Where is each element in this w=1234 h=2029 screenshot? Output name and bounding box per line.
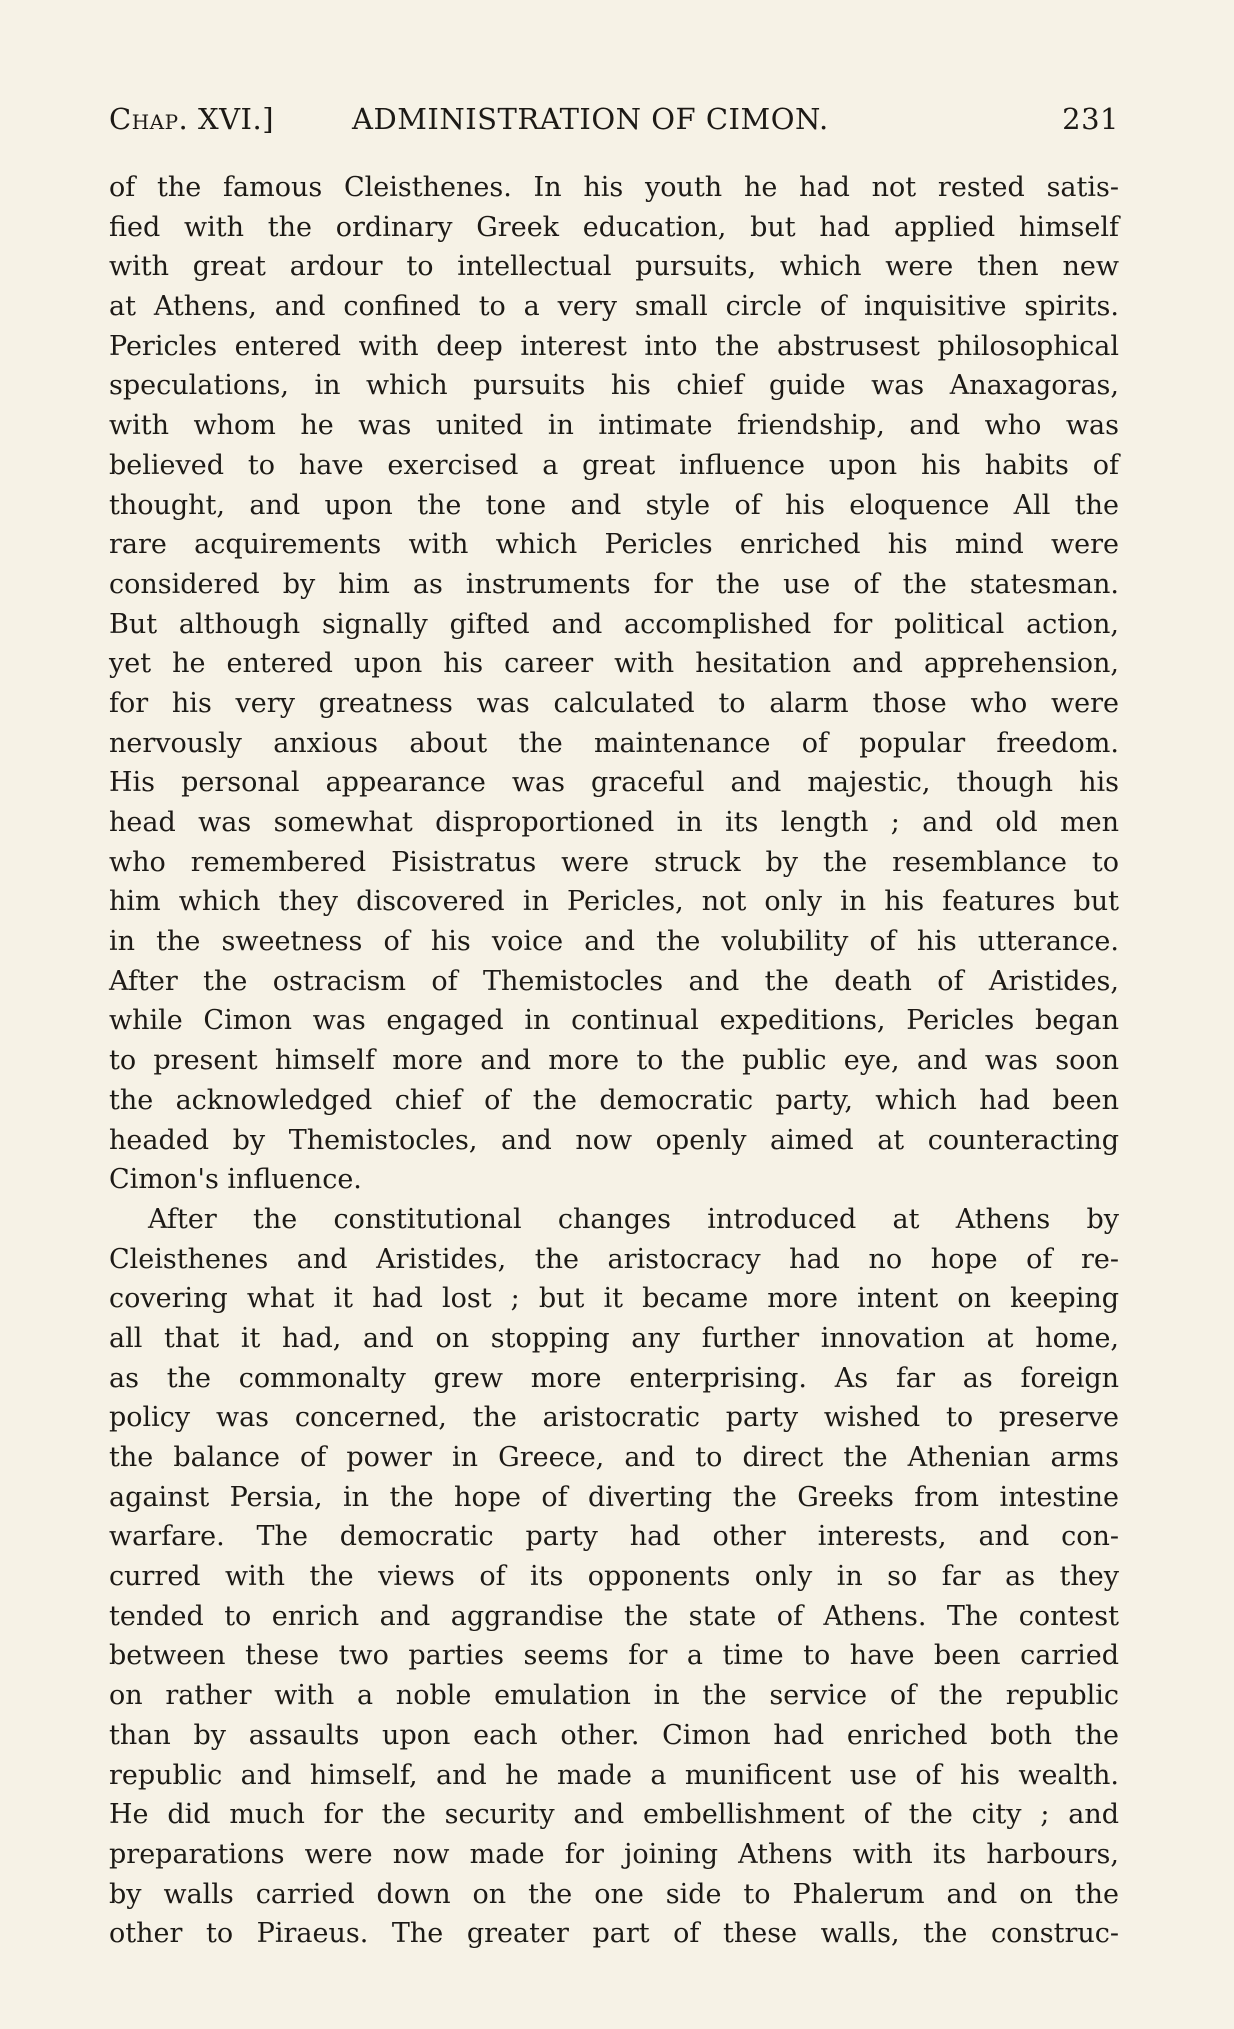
- text-line: the acknowledged chief of the democratic party, which had been: [109, 1084, 1119, 1116]
- text-line: rare acquirements with which Pericles enriched his mind were: [109, 529, 1119, 561]
- text-line: other to Piraeus. The greater part of these walls, the construc-: [109, 1918, 1119, 1950]
- text-line: with whom he was united in intimate friendship, and who was: [109, 410, 1119, 442]
- text-line: thought, and upon the tone and style of his eloquence All the: [109, 489, 1119, 521]
- text-line: He did much for the security and embellishment of the city ; and: [109, 1799, 1119, 1831]
- text-line: tended to enrich and aggrandise the state of Athens. The contest: [109, 1600, 1119, 1632]
- text-line: Cleisthenes and Aristides, the aristocracy had no hope of re-: [109, 1243, 1119, 1275]
- body-text: [109, 168, 1119, 1954]
- text-line: than by assaults upon each other. Cimon had enriched both the: [109, 1719, 1119, 1751]
- text-line: by walls carried down on the one side to Phalerum and on the: [109, 1878, 1119, 1910]
- text-line: considered by him as instruments for the use of the statesman.: [109, 568, 1119, 600]
- text-line: warfare. The democratic party had other interests, and con-: [109, 1521, 1119, 1553]
- text-line: in the sweetness of his voice and the volubility of his utterance.: [109, 926, 1119, 958]
- text-line: of the famous Cleisthenes. In his youth he had not rested satis-: [109, 172, 1119, 203]
- text-line: on rather with a noble emulation in the service of the republic: [109, 1680, 1119, 1712]
- text-line: nervously anxious about the maintenance of popular freedom.: [109, 727, 1119, 759]
- text-line: with great ardour to intellectual pursuits, which were then new: [109, 251, 1119, 283]
- text-line: But although signally gifted and accomplished for political action,: [109, 608, 1119, 640]
- text-line: preparations were now made for joining Athens with its harbours,: [109, 1838, 1119, 1870]
- text-line: speculations, in which pursuits his chief guide was Anaxagoras,: [109, 370, 1119, 402]
- text-line: against Persia, in the hope of diverting the Greeks from intestine: [109, 1481, 1119, 1513]
- text-line: headed by Themistocles, and now openly aimed at counteracting: [109, 1124, 1119, 1156]
- text-line: Cimon's influence.: [109, 1164, 362, 1196]
- text-line: as the commonalty grew more enterprising. As far as foreign: [109, 1362, 1119, 1394]
- text-line: policy was concerned, the aristocratic party wished to preserve: [109, 1402, 1119, 1434]
- text-line: yet he entered upon his career with hesitation and apprehension,: [109, 648, 1119, 680]
- text-line: fied with the ordinary Greek education, but had applied himself: [109, 211, 1119, 243]
- text-line: while Cimon was engaged in continual expeditions, Pericles began: [109, 1005, 1119, 1037]
- text-line: all that it had, and on stopping any further innovation at home,: [109, 1322, 1119, 1354]
- running-header: [109, 102, 1119, 142]
- text-line: him which they discovered in Pericles, not only in his features but: [109, 886, 1119, 918]
- text-line: believed to have exercised a great influence upon his habits of: [109, 449, 1119, 481]
- text-line: covering what it had lost ; but it became more intent on keeping: [109, 1283, 1119, 1315]
- running-title: ADMINISTRATION OF CIMON.: [352, 102, 829, 136]
- text-line: His personal appearance was graceful and majestic, though his: [109, 767, 1119, 799]
- text-line: republic and himself, and he made a munificent use of his wealth.: [109, 1759, 1119, 1791]
- text-line: head was somewhat disproportioned in its length ; and old men: [109, 807, 1119, 838]
- text-line: for his very greatness was calculated to alarm those who were: [109, 687, 1119, 719]
- text-line: After the constitutional changes introduced at Athens by: [148, 1203, 1119, 1235]
- text-line: to present himself more and more to the public eye, and was soon: [109, 1045, 1119, 1077]
- text-line: Pericles entered with deep interest into the abstrusest philosophical: [109, 330, 1119, 362]
- text-line: the balance of power in Greece, and to direct the Athenian arms: [109, 1442, 1119, 1473]
- chapter-label: Chap. XVI.]: [109, 102, 275, 136]
- text-line: at Athens, and confined to a very small circle of inquisitive spirits.: [109, 291, 1119, 323]
- text-line: After the ostracism of Themistocles and the death of Aristides,: [109, 965, 1119, 997]
- page-number: 231: [1062, 102, 1119, 136]
- text-line: who remembered Pisistratus were struck by the resemblance to: [109, 846, 1119, 878]
- text-line: between these two parties seems for a time to have been carried: [109, 1640, 1119, 1672]
- text-line: curred with the views of its opponents only in so far as they: [109, 1561, 1119, 1593]
